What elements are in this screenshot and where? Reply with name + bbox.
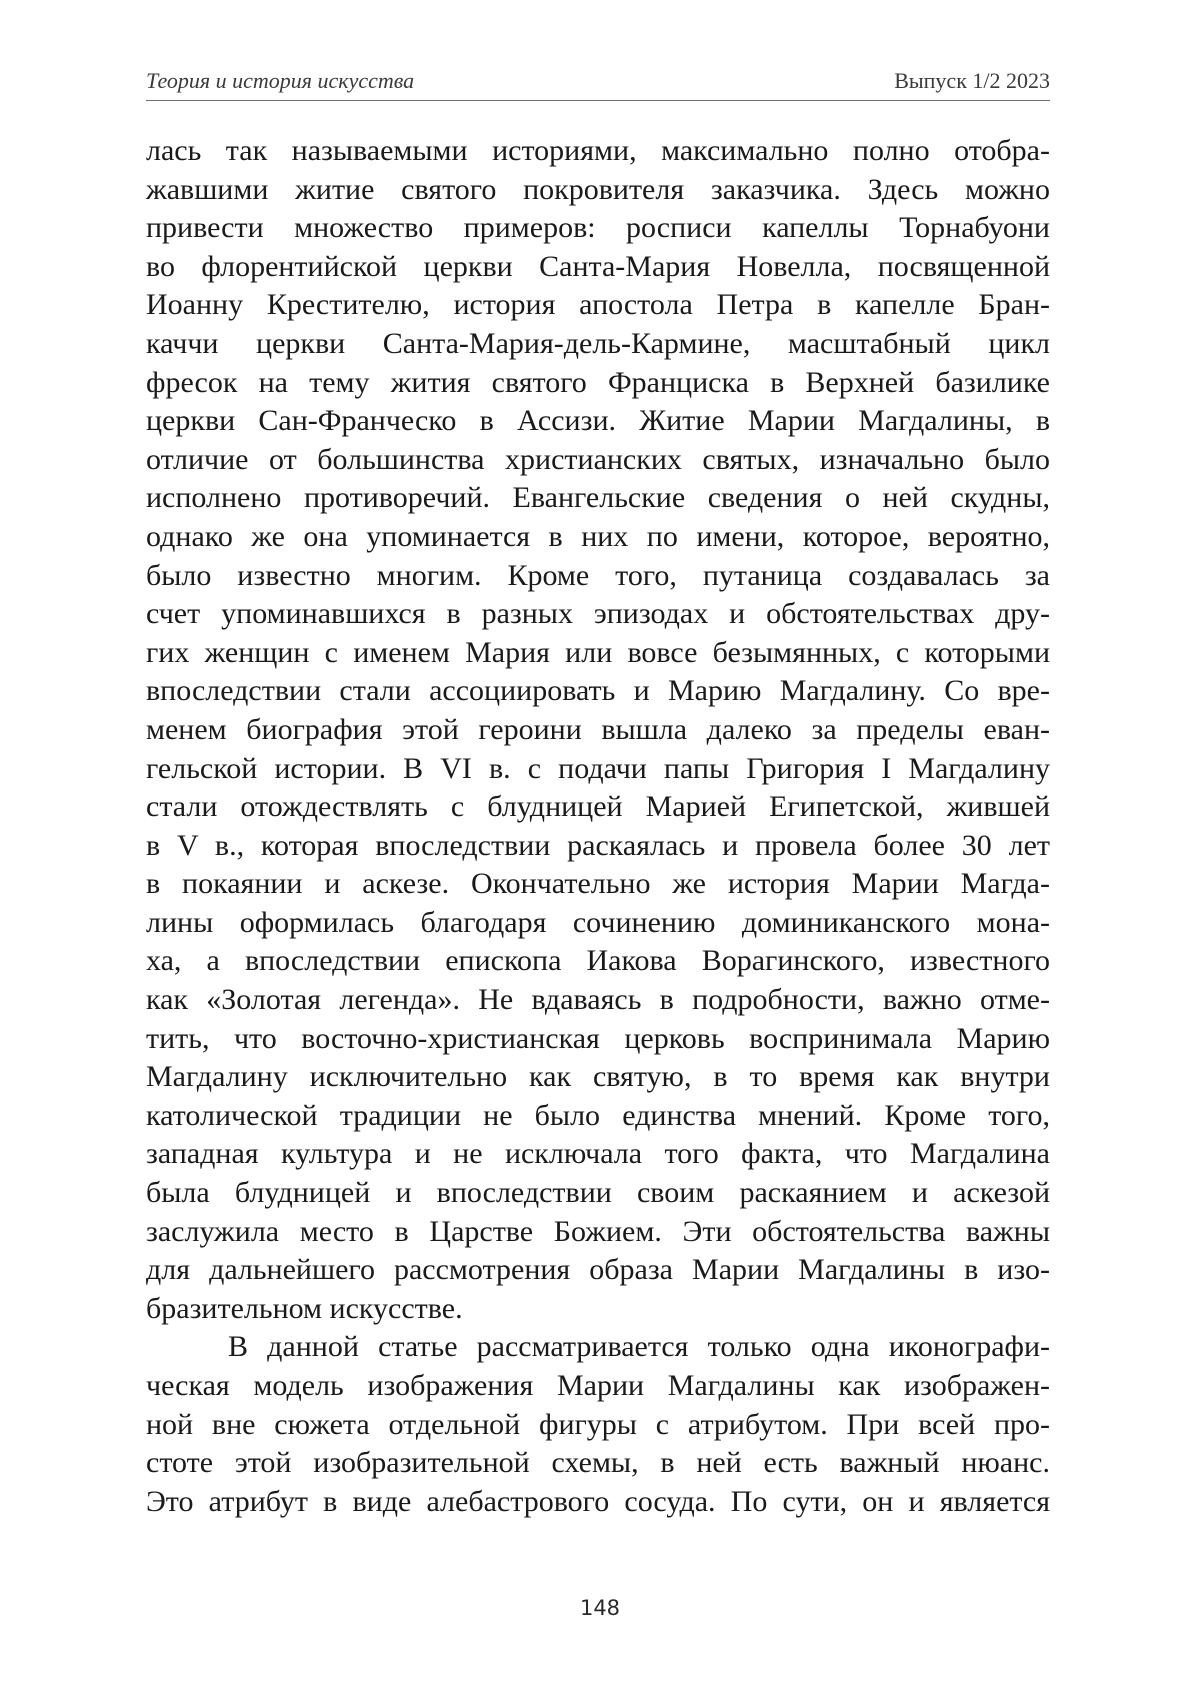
text-line: церкви Сан-Франческо в Ассизи. Житие Марии Магдалины, в — [146, 404, 1050, 438]
text-line: счет упоминавшихся в разных эпизодах и обстоятельствах дру- — [146, 597, 1050, 631]
text-line: Магдалину исключительно как святую, в то время как внутри — [146, 1060, 1050, 1094]
text-line: как «Золотая легенда». Не вдаваясь в подробности, важно отме- — [146, 983, 1050, 1017]
text-line: гих женщин с именем Мария или вовсе безымянных, с которыми — [146, 635, 1050, 669]
text-line: гельской истории. В VI в. с подачи папы Григория I Магдалину — [146, 751, 1050, 785]
issue-number: Выпуск 1/2 2023 — [894, 68, 1050, 93]
text-line: стоте этой изобразительной схемы, в ней есть важный нюанс. — [146, 1446, 1050, 1480]
text-line: отличие от большинства христианских святых, изначально было — [146, 442, 1050, 476]
text-line: лась так называемыми историями, максимально полно отобра- — [146, 134, 1050, 167]
text-line: во флорентийской церкви Санта-Мария Новелла, посвященной — [146, 249, 1050, 283]
text-line: привести множество примеров: росписи капеллы Торнабуони — [146, 211, 1050, 245]
text-line: католической традиции не было единства мнений. Кроме того, — [146, 1098, 1050, 1132]
text-line: Это атрибут в виде алебастрового сосуда. По сути, он и является — [146, 1484, 1050, 1518]
text-line: ческая модель изображения Марии Магдалины как изображен- — [146, 1369, 1050, 1402]
text-line: исполнено противоречий. Евангельские сведения о ней скудны, — [146, 481, 1050, 515]
article-body — [146, 132, 1050, 1521]
text-line: бразительном искусстве. — [146, 1291, 463, 1325]
text-line: западная культура и не исключала того факта, что Магдалина — [146, 1137, 1050, 1171]
text-line: впоследствии стали ассоциировать и Марию Магдалину. Со вре- — [146, 674, 1050, 708]
text-line: тить, что восточно-христианская церковь воспринимала Марию — [146, 1021, 1050, 1055]
text-line: Иоанну Крестителю, история апостола Петра в капелле Бран- — [146, 288, 1050, 322]
journal-title: Теория и история искусства — [146, 68, 415, 93]
text-line: для дальнейшего рассмотрения образа Марии Магдалины в изо- — [146, 1253, 1050, 1287]
text-line: в V в., которая впоследствии раскаялась и провела более 30 лет — [146, 828, 1050, 862]
text-line: однако же она упоминается в них по имени, которое, вероятно, — [146, 519, 1050, 553]
running-header — [146, 64, 1050, 101]
page-number: 148 — [579, 1596, 621, 1620]
text-line: каччи церкви Санта-Мария-дель-Кармине, масштабный цикл — [146, 326, 1050, 360]
text-line: ной вне сюжета отдельной фигуры с атрибутом. При всей про- — [146, 1407, 1050, 1441]
text-line: в покаянии и аскезе. Окончательно же история Марии Магда- — [146, 867, 1050, 901]
text-line: жавшими житие святого покровителя заказчика. Здесь можно — [146, 172, 1050, 206]
text-line: стали отождествлять с блудницей Марией Египетской, жившей — [146, 790, 1050, 824]
text-line: лины оформилась благодаря сочинению доминиканского мона- — [146, 905, 1050, 939]
text-line: фресок на тему жития святого Франциска в Верхней базилике — [146, 365, 1050, 399]
text-line: менем биография этой героини вышла далеко за пределы еван- — [146, 712, 1050, 746]
text-line: заслужила место в Царстве Божием. Эти обстоятельства важны — [146, 1214, 1050, 1248]
text-line: было известно многим. Кроме того, путаница создавалась за — [146, 558, 1050, 592]
text-line: была блудницей и впоследствии своим раскаянием и аскезой — [146, 1176, 1050, 1210]
text-line: ха, а впоследствии епископа Иакова Ворагинского, известного — [146, 944, 1050, 978]
paragraph-first-line: В данной статье рассматривается только одна иконографи- — [228, 1330, 1050, 1364]
